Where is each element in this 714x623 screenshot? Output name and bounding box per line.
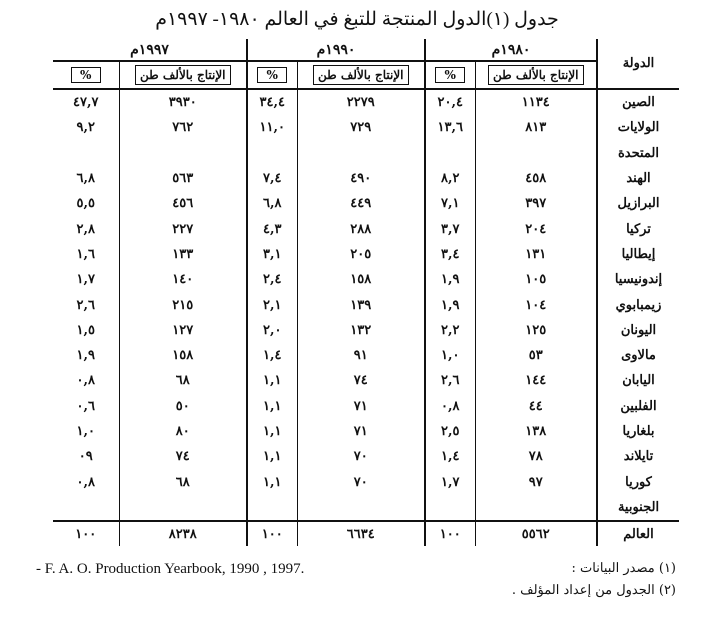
cell-percent-1980: [425, 495, 475, 521]
cell-percent-1997: ٦,٨: [76, 171, 95, 187]
cell-country: البرازيل: [597, 191, 679, 216]
cell-value-1990: ١٣٩: [297, 292, 425, 317]
cell-value-1980: ١٤٤: [475, 368, 597, 393]
total-percent-1997: ١٠٠: [53, 521, 119, 546]
table-row: [53, 141, 679, 166]
cell-value-1980: ١٠٥: [475, 267, 597, 292]
table-notes: [36, 558, 676, 602]
cell-country: الجنوبية: [597, 495, 679, 521]
cell-value-1980: ١٣١: [475, 242, 597, 267]
cell-percent-1990: ١,١: [247, 469, 297, 494]
table-row: [53, 318, 679, 343]
cell-value-1990: ٧٠: [297, 444, 425, 469]
cell-value-1980: ٨١٣: [475, 115, 597, 140]
cell-value-1990: ٢٢٧٩: [297, 89, 425, 115]
cell-value-1990: ٧١: [297, 394, 425, 419]
cell-value-1980: ١٣٨: [475, 419, 597, 444]
cell-percent-1990: ١,١: [247, 394, 297, 419]
cell-percent-1980: ٨,٢: [425, 166, 475, 191]
cell-value-1980: ١١٣٤: [475, 89, 597, 115]
cell-value-1980: ١٢٥: [475, 318, 597, 343]
cell-country: بلغاريا: [597, 419, 679, 444]
production-header-1990: الإنتاج بالألف طن: [313, 65, 409, 85]
cell-percent-1990: ٢,١: [247, 292, 297, 317]
cell-country: الصين: [597, 89, 679, 115]
table-row: [53, 368, 679, 393]
cell-value-1997: ١٣٣: [119, 242, 247, 267]
cell-percent-1997: ٠,٦: [76, 398, 95, 414]
cell-value-1997: ١٥٨: [119, 343, 247, 368]
cell-percent-1990: ٣,١: [247, 242, 297, 267]
total-value-1990: ٦٦٣٤: [297, 521, 425, 546]
cell-percent-1997: ١,٦: [76, 246, 95, 262]
cell-value-1980: [475, 141, 597, 166]
table-row: [53, 469, 679, 494]
cell-value-1997: [119, 141, 247, 166]
table-row: [53, 89, 679, 115]
cell-value-1997: ٦٨: [119, 469, 247, 494]
cell-value-1997: ٥٦٣: [119, 166, 247, 191]
cell-value-1980: [475, 495, 597, 521]
table-row: [53, 292, 679, 317]
cell-value-1997: ١٢٧: [119, 318, 247, 343]
cell-value-1990: ٧٢٩: [297, 115, 425, 140]
cell-percent-1997: ٩,٢: [76, 120, 95, 136]
cell-country: الفلبين: [597, 394, 679, 419]
cell-percent-1997: ١,٠: [76, 424, 95, 439]
cell-percent-1980: ١,٠: [425, 343, 475, 368]
cell-value-1990: ٢٨٨: [297, 216, 425, 241]
cell-percent-1997: [53, 141, 119, 166]
cell-percent-1980: ٠,٨: [425, 394, 475, 419]
cell-percent-1997: ٢,٨: [76, 221, 95, 237]
cell-percent-1980: ٧,١: [425, 191, 475, 216]
cell-value-1980: ٩٧: [475, 469, 597, 494]
table-row: [53, 343, 679, 368]
cell-value-1990: ٩١: [297, 343, 425, 368]
cell-percent-1980: ٢,٦: [425, 368, 475, 393]
cell-value-1990: ٧٤: [297, 368, 425, 393]
percent-header-1997: %: [71, 67, 101, 83]
cell-country: إندونيسيا: [597, 267, 679, 292]
cell-percent-1990: ١,١: [247, 419, 297, 444]
cell-percent-1990: ٣٤,٤: [247, 89, 297, 115]
cell-value-1990: ٤٩٠: [297, 166, 425, 191]
cell-percent-1997: ٠,٨: [76, 373, 95, 389]
year-1990-header: ١٩٩٠م: [247, 39, 425, 61]
cell-value-1990: ٧١: [297, 419, 425, 444]
cell-percent-1997: ٠,٨: [76, 474, 95, 490]
cell-country: زيمبابوي: [597, 292, 679, 317]
total-value-1997: ٨٢٣٨: [119, 521, 247, 546]
cell-percent-1997: ١,٥: [76, 322, 95, 338]
table-row: [53, 419, 679, 444]
cell-value-1990: ١٥٨: [297, 267, 425, 292]
production-header-1980: الإنتاج بالألف طن: [488, 65, 584, 85]
cell-country: إيطاليا: [597, 242, 679, 267]
cell-percent-1990: ٧,٤: [247, 166, 297, 191]
cell-value-1997: ٥٠: [119, 394, 247, 419]
cell-value-1980: ٣٩٧: [475, 191, 597, 216]
cell-percent-1980: ٣,٤: [425, 242, 475, 267]
cell-percent-1980: ٢,٥: [425, 419, 475, 444]
production-header-1997: الإنتاج بالألف طن: [135, 65, 231, 85]
cell-country: المتحدة: [597, 141, 679, 166]
source-label: (١) مصدر البيانات :: [571, 561, 676, 576]
cell-value-1997: ٢٢٧: [119, 216, 247, 241]
cell-value-1990: [297, 141, 425, 166]
cell-percent-1980: ٣,٧: [425, 216, 475, 241]
cell-country: تايلاند: [597, 444, 679, 469]
cell-percent-1990: [247, 141, 297, 166]
table-row: [53, 267, 679, 292]
cell-value-1997: ٧٦٢: [119, 115, 247, 140]
cell-percent-1997: ٠٩: [78, 449, 93, 465]
table-row: [53, 166, 679, 191]
cell-value-1997: ٧٤: [119, 444, 247, 469]
cell-percent-1997: ١,٩: [76, 348, 95, 364]
cell-percent-1990: ١,٤: [247, 343, 297, 368]
tobacco-production-table: [53, 39, 679, 546]
cell-value-1990: ١٣٢: [297, 318, 425, 343]
cell-country: اليونان: [597, 318, 679, 343]
cell-percent-1990: ٦,٨: [247, 191, 297, 216]
cell-percent-1980: ١,٤: [425, 444, 475, 469]
cell-country: الولايات: [597, 115, 679, 140]
year-1980-header: ١٩٨٠م: [425, 39, 597, 61]
cell-country: مالاوى: [597, 343, 679, 368]
cell-percent-1980: ٢٠,٤: [425, 89, 475, 115]
table-row: [53, 242, 679, 267]
table-row: [53, 115, 679, 140]
cell-value-1990: [297, 495, 425, 521]
cell-value-1980: ٥٣: [475, 343, 597, 368]
table-title: جدول (١)الدول المنتجة للتبغ في العالم ١٩٨٠- ١٩٩٧م: [155, 9, 559, 30]
cell-value-1997: ١٤٠: [119, 267, 247, 292]
cell-value-1990: ٢٠٥: [297, 242, 425, 267]
cell-value-1980: ٧٨: [475, 444, 597, 469]
table-row: [53, 191, 679, 216]
table-row: [53, 394, 679, 419]
cell-country: الهند: [597, 166, 679, 191]
cell-percent-1990: ٤,٣: [247, 216, 297, 241]
cell-value-1997: ٦٨: [119, 368, 247, 393]
cell-percent-1997: ٥,٥: [76, 196, 95, 212]
cell-value-1990: ٤٤٩: [297, 191, 425, 216]
source-citation: - F. A. O. Production Yearbook, 1990 , 1997.: [36, 561, 305, 577]
cell-value-1997: ٢١٥: [119, 292, 247, 317]
percent-header-1990: %: [257, 67, 287, 83]
cell-percent-1990: [247, 495, 297, 521]
cell-country: تركيا: [597, 216, 679, 241]
world-total-row: [53, 521, 679, 546]
cell-percent-1997: [53, 495, 119, 521]
cell-percent-1997: ٢,٦: [76, 297, 95, 313]
cell-country: اليابان: [597, 368, 679, 393]
percent-header-1980: %: [435, 67, 465, 83]
table-row: [53, 495, 679, 521]
cell-percent-1980: ١,٧: [425, 469, 475, 494]
cell-value-1980: ٢٠٤: [475, 216, 597, 241]
cell-percent-1990: ١١,٠: [247, 115, 297, 140]
cell-percent-1997: ١,٧: [76, 272, 95, 288]
total-country: العالم: [597, 521, 679, 546]
total-percent-1980: ١٠٠: [425, 521, 475, 546]
cell-percent-1980: ٢,٢: [425, 318, 475, 343]
cell-percent-1990: ١,١: [247, 444, 297, 469]
table-row: [53, 216, 679, 241]
cell-percent-1980: ١,٩: [425, 292, 475, 317]
cell-percent-1990: ٢,٤: [247, 267, 297, 292]
year-1997-header: ١٩٩٧م: [130, 41, 169, 58]
cell-value-1980: ٤٥٨: [475, 166, 597, 191]
cell-percent-1980: ١,٩: [425, 267, 475, 292]
table-row: [53, 444, 679, 469]
cell-value-1997: ٨٠: [119, 419, 247, 444]
cell-percent-1997: ٤٧,٧: [73, 95, 99, 111]
cell-value-1997: ٣٩٣٠: [119, 89, 247, 115]
cell-value-1997: ٤٥٦: [119, 191, 247, 216]
table-body: [53, 89, 679, 521]
country-column-header: الدولة: [597, 39, 679, 89]
cell-value-1997: [119, 495, 247, 521]
cell-percent-1980: [425, 141, 475, 166]
author-note: (٢) الجدول من إعداد المؤلف .: [511, 583, 676, 598]
total-percent-1990: ١٠٠: [247, 521, 297, 546]
cell-percent-1990: ٢,٠: [247, 318, 297, 343]
total-value-1980: ٥٥٦٢: [475, 521, 597, 546]
cell-country: كوريا: [597, 469, 679, 494]
cell-value-1980: ٤٤: [475, 394, 597, 419]
cell-value-1980: ١٠٤: [475, 292, 597, 317]
cell-percent-1980: ١٣,٦: [425, 115, 475, 140]
cell-percent-1990: ١,١: [247, 368, 297, 393]
cell-value-1990: ٧٠: [297, 469, 425, 494]
